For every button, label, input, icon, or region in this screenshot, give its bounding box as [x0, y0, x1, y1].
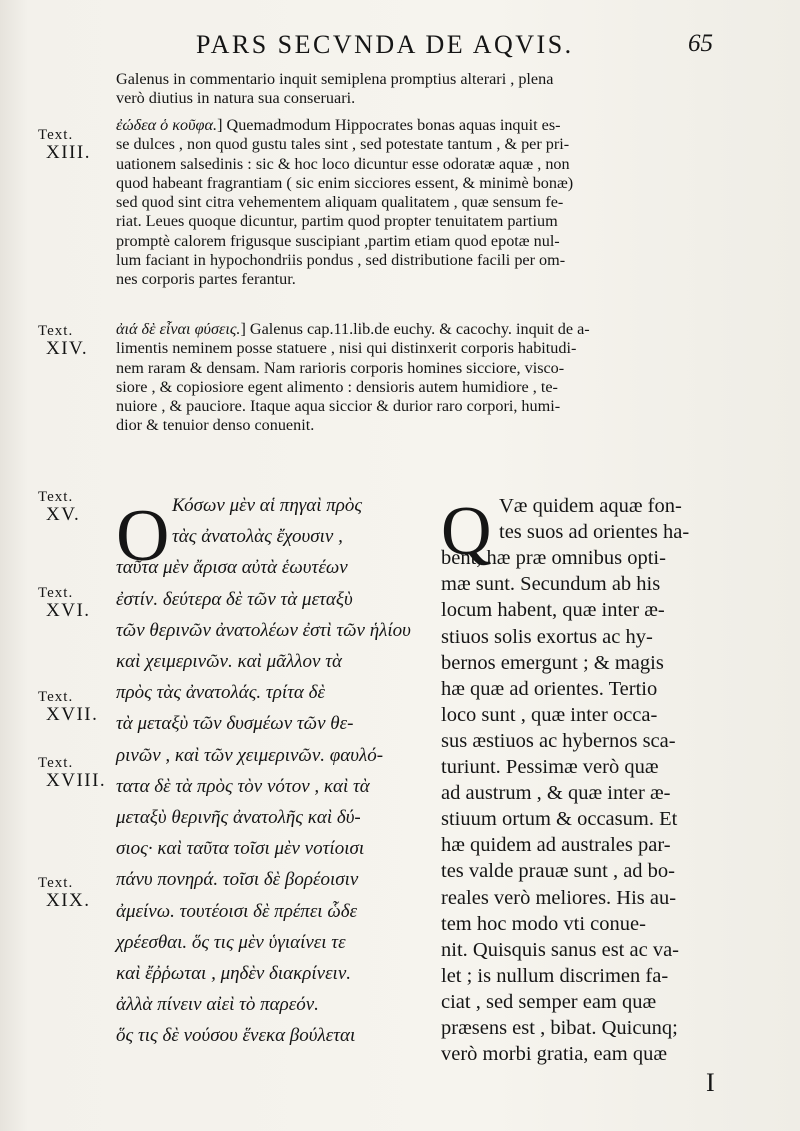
greek-lemma: ἐώδεα ὁ κοῦφα.: [116, 116, 218, 134]
margin-label-xv: Text. XV.: [38, 489, 81, 525]
greek-dropcap: O: [116, 495, 170, 577]
line-text: lum faciant in hypochondriis pondus , sed distributione facili per om-: [116, 251, 566, 270]
text-line: [116, 378, 590, 397]
commentary-xiii: [116, 116, 573, 290]
text-line: [116, 359, 590, 378]
margin-label-xiv: Text. XIV.: [38, 323, 89, 359]
text-line: [116, 339, 590, 358]
line-text: se dulces , non quod gustu tales sint , sed potestate tantum , & per pri-: [116, 135, 570, 154]
text-line: [116, 193, 573, 212]
latin-line: præsens est , bibat. Quicunq;: [441, 1017, 678, 1039]
latin-line: turiunt. Pessimæ verò quæ: [441, 756, 659, 778]
greek-line: ρινῶν , καὶ τῶν χειμερινῶν. φαυλό-: [116, 744, 384, 766]
line-text: ] Quemadmodum Hippocrates bonas aquas inquit es-: [217, 116, 561, 134]
margin-label-xvi: Text. XVI.: [38, 585, 91, 621]
text-line: [116, 135, 573, 154]
latin-line: ciat , sed semper eam quæ: [441, 990, 657, 1013]
line-text: nuiore , & pauciore. Itaque aqua siccior & durior raro corpori, humi-: [116, 397, 561, 416]
text-line: [116, 232, 573, 251]
greek-line: σιος· καὶ ταῦτα τοῖσι μὲν νοτίοισι: [116, 838, 365, 860]
line-text: nem raram & densam. Nam rarioris corporis homines sicciore, visco-: [116, 358, 565, 377]
text-line: [116, 270, 573, 289]
latin-line: hæ quidem ad australes par-: [441, 834, 671, 857]
signature-mark: I: [706, 1068, 715, 1097]
latin-line: verò morbi gratia, eam quæ: [441, 1043, 668, 1066]
text-line: verò diutius in natura sua conseruari.: [116, 89, 356, 108]
line-text: quod habeant fragrantiam ( sic enim sicciores essent, & minimè bonæ): [116, 173, 574, 192]
text-line: [116, 397, 590, 416]
latin-line: tes valde prauæ sunt , ad bo-: [441, 860, 675, 883]
text-line: [116, 212, 573, 231]
line-text: limentis neminem posse statuere , nisi qui distinxerit corporis habitudi-: [116, 339, 577, 358]
greek-line: τὰ μεταξὺ τῶν δυσμέων τῶν θε-: [116, 713, 354, 735]
latin-line: stiuum ortum & occasum. Et: [441, 808, 678, 831]
margin-label-xviii: Text. XVIII.: [38, 755, 107, 791]
greek-line: ὅς τις δὲ νούσου ἕνεκα βούλεται: [116, 1025, 356, 1047]
greek-line: Κόσων μὲν αἱ πηγαὶ πρὸς: [172, 495, 363, 516]
margin-label-xix: Text. XIX.: [38, 875, 91, 911]
text-line: Galenus in commentario inquit semiplena promptius alterari , plena: [116, 70, 554, 88]
text-line: [116, 416, 590, 435]
page-number: 65: [688, 30, 713, 57]
latin-line: locum habent, quæ inter æ-: [441, 599, 665, 622]
greek-lemma: ἀιά δὲ εἶναι φύσεις.: [116, 320, 241, 338]
line-text: uationem salsedinis : sic & hoc loco dicuntur esse odoratæ aquæ , non: [116, 154, 570, 173]
greek-line: πρὸς τὰς ἀνατολάς. τρίτα δὲ: [116, 682, 325, 704]
greek-line: καὶ ἔῤῥωται , μηδὲν διακρίνειν.: [116, 963, 352, 984]
latin-line: ad austrum , & quæ inter æ-: [441, 782, 671, 805]
greek-line: μεταξὺ θερινῆς ἀνατολῆς καὶ δύ-: [116, 807, 361, 828]
latin-line: let ; is nullum discrimen fa-: [441, 964, 669, 987]
greek-line: τῶν θερινῶν ἀνατολέων ἐστὶ τῶν ἡλίου: [116, 619, 411, 641]
latin-line: bernos emergunt ; & magis: [441, 651, 664, 674]
latin-line: mæ sunt. Secundum ab his: [441, 573, 661, 596]
latin-line: reales verò meliores. His au-: [441, 886, 677, 909]
latin-line: stiuos solis exortus ac hy-: [441, 625, 653, 648]
greek-line: τὰς ἀνατολὰς ἔχουσιν ,: [172, 526, 343, 548]
latin-line: tem hoc modo vti conue-: [441, 912, 646, 935]
line-text: promptè calorem frigusque suscipiant ,partim etiam quod epotæ nul-: [116, 231, 560, 250]
line-text: riat. Leues quoque dicuntur, partim quod propter tenuitatem partium: [116, 212, 558, 231]
greek-line: ἀμείνω. τουτέοισι δὲ πρέπει ὧδε: [116, 900, 358, 922]
line-text: sed quod sint citra vehementem aliquam qualitatem , quæ sensum fe-: [116, 193, 564, 212]
line-text: dior & tenuior denso conuenit.: [116, 416, 315, 435]
greek-line: πάνυ πονηρά. τοῖσι δὲ βορέοισιν: [116, 869, 359, 891]
greek-line: ταῦτα μὲν ἄρισα αὐτὰ ἑωυτέων: [116, 557, 348, 579]
margin-label-xiii: Text. XIII.: [38, 127, 91, 163]
latin-line: bent, hæ præ omnibus opti-: [441, 547, 666, 570]
latin-line: nit. Quisquis sanus est ac va-: [441, 938, 679, 961]
text-line: [116, 155, 573, 174]
greek-line: τατα δὲ τὰ πρὸς τὸν νότον , καὶ τὰ: [116, 775, 370, 797]
latin-line: sus æstiuos ac hybernos sca-: [441, 729, 676, 752]
line-text: siore , & copiosiore egent alimento : densioris autem humidiore , te-: [116, 377, 558, 396]
latin-line: loco sunt , quæ inter occa-: [441, 703, 658, 726]
text-line: [116, 320, 590, 339]
margin-label-xvii: Text. XVII.: [38, 689, 99, 725]
commentary-xiv: [116, 320, 590, 436]
greek-line: ἐστίν. δεύτερα δὲ τῶν τὰ μεταξὺ: [116, 588, 353, 610]
latin-dropcap: Q: [441, 493, 492, 570]
line-text: nes corporis partes ferantur.: [116, 270, 296, 289]
latin-line: Væ quidem aquæ fon-: [499, 495, 682, 517]
text-line: [116, 251, 573, 270]
text-line: [116, 174, 573, 193]
running-head: PARS SECVNDA DE AQVIS.: [196, 30, 574, 59]
greek-line: ἀλλὰ πίνειν αἰεὶ τὸ παρεόν.: [116, 994, 319, 1016]
greek-line: καὶ χειμερινῶν. καὶ μᾶλλον τὰ: [116, 651, 342, 672]
text-line: [116, 116, 573, 135]
intro-paragraph: [116, 70, 553, 109]
line-text: ] Galenus cap.11.lib.de euchy. & cacochy. inquit de a-: [240, 320, 590, 338]
latin-line: tes suos ad orientes ha-: [499, 521, 690, 544]
latin-line: hæ quæ ad orientes. Tertio: [441, 677, 658, 700]
greek-line: χρέεσθαι. ὅς τις μὲν ὑγιαίνει τε: [116, 931, 346, 953]
